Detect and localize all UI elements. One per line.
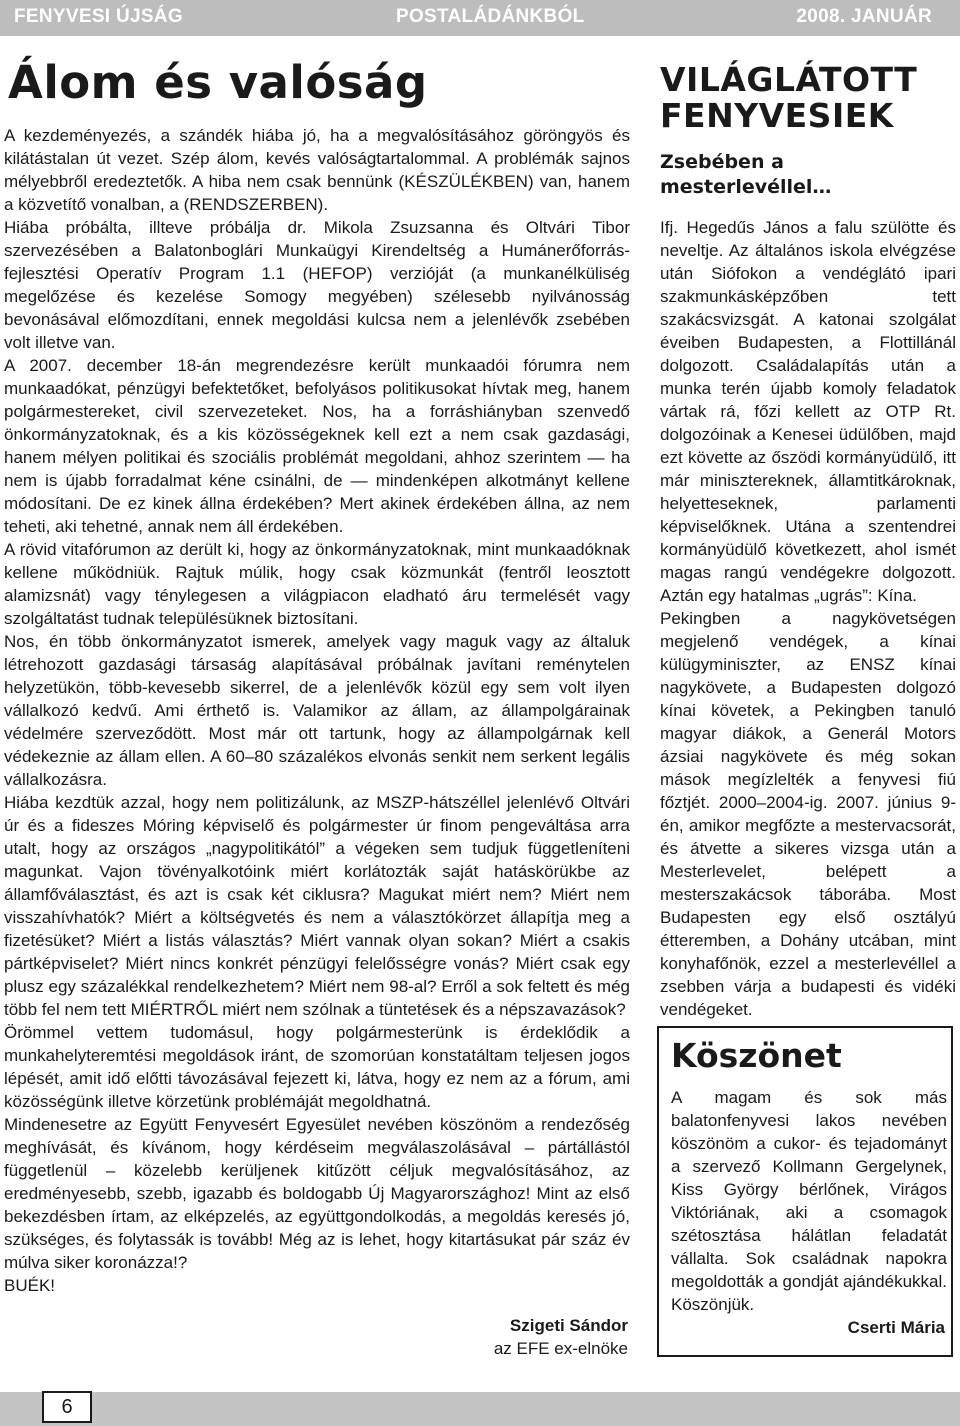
footer-bar [0,1392,960,1426]
header-bar [0,0,960,36]
thanks-box [657,1026,953,1357]
article-paragraph: Örömmel vettem tudomásul, hogy polgármesterünk is érdeklődik a munkahelyteremtési megoldások iránt, de szomorúan konstatáltam teljesen jogos lépését, amit idő előtti távozásával fejezett ki, látva, hogy ez nem az a fórum, ami közösségünk illetve körzetünk problémáját megoldhatná. [4,1023,630,1111]
sidebar-paragraph: Ifj. Hegedűs János a falu szülötte és neveltje. Az általános iskola elvégzése után Siófokon a vendéglátó ipari szakmunkásképzőben tett szakácsvizsgát. A katonai szolgálat éveiben Budapesten, a Flottillánál dolgozott. Családalapítás után a munka terén újabb komoly feladatok vártak rá, főzi kellett az OTP Rt. dolgozóinak a Kenesei üdülőben, majd ezt követte az őszödi kormányüdülő, itt már minisztereknek, államtitkároknak, helyetteseknek, parlamenti képviselőknek. Utána a szentendrei kormányüdülő következett, ahol ismét magas rangú vendégekre dolgozott. Aztán egy hatalmas „ugrás”: Kína. [660,218,956,605]
thanks-body: A magam és sok más balatonfenyvesi lakos nevében köszönöm a cukor- és tejadományt a szervező Kollmann Gergelynek, Kiss György bérlőnek, Virágos Viktóriának, aki a csomagok szétosztása hálátlan feladatát vállalta. Sok családnak napokra megoldották a gondját ajándékukkal. Köszönjük. [671,1088,947,1314]
article-signature [494,1314,628,1360]
article-paragraph: Hiába kezdtük azzal, hogy nem politizálunk, az MSZP-hátszéllel jelenlévő Oltvári úr és a fideszes Móring képviselő és polgármester úr finom pengeváltása arra utalt, hogy az országos „nagypolitikától” a végeken sem tudjuk függetleníteni magunkat. Vajon tövényalkotóink miért korlátozták saját hatáskörükbe az államfőválasztást, és azt is csak két ciklusra? Magukat miért nem? Miért nem visszahívhatók? Miért a költségvetés és nem a választókörzet állapítja meg a fizetésüket? Miért a listás választás? Miért vannak olyan sokan? Miért a csakis pártképviselet? Miért nincs konkrét pénzügyi felelősségre vonás? Miért csak egy plusz egy százalékkal rendelkezhetem? Miért nem 98-al? Erről a sok feltett és még több fel nem tett MIÉRTRŐL miért nem szólnak a tüntetések és a népszavazások? [4,793,630,1019]
sidebar-body [660,216,956,1021]
author-role: az EFE ex-elnöke [493,1339,628,1358]
article-paragraph: BUÉK! [4,1276,56,1295]
article-paragraph: A 2007. december 18-án megrendezésre került munkaadói fórumra nem munkaadókat, pénzügyi befektetőket, befolyásos politikusokat hívtak meg, hanem polgármestereket, civil szervezeteket. Nos, ha a forráshiányban szenvedő önkormányzatoknak, és a kis közösségeknek kell ezt a nem csak gazdasági, hanem mélyen politikai és szociális problémát megoldani, ahhoz szerintem — ha nem is újabb forradalmat kéne csinálni, de — mindenképen alkotmányt kellene módosítani. De ez kinek állna érdekében? Mert akinek érdekében állna, az nem teheti, aki tehetné, annak nem áll érdekében. [4,356,630,536]
page-number: 6 [42,1391,92,1423]
sidebar-subtitle: Zsebében a mesterlevéllel… [660,151,832,198]
thanks-title: Köszönet [671,1036,842,1075]
issue-date: 2008. JANUÁR [796,6,932,27]
thanks-signature: Cserti Mária [847,1318,945,1337]
author-name: Szigeti Sándor [509,1316,628,1335]
sidebar-paragraph: Pekingben a nagykövetségen megjelenő vendégek, a kínai külügyminiszter, az ENSZ kínai nagykövete, a Budapesten dolgozó kínai követek, a Pekingben tanuló magyar diákok, a Generál Motors ázsiai nagykövete és még sokan mások megízlelték a fenyvesi fiú főztjét. 2000–2004-ig. 2007. június 9-én, amikor megfőzte a mestervacsorát, és átvette a sikeres vizsga után a Mesterlevelet, belépett a mesterszakácsok táborába. Most Budapesten egy első osztályú étteremben, a Dohány utcában, mint konyhafőnök, ezzel a mesterlevéllel a zsebben várja a budapesti és vidéki vendégeket. [660,609,956,1019]
article-body [4,124,630,1297]
section-name: POSTALÁDÁNKBÓL [396,6,585,27]
sidebar-title: VILÁGLÁTOTT FENYVESIEK [660,60,918,135]
article-paragraph: A kezdeményezés, a szándék hiába jó, ha a megvalósításához göröngyös és kilátástalan út vezet. Szép álom, kevés valóságtartalommal. A problémák sajnos mélyebbről eredeztetők. A hiba nem csak bennünk (KÉSZÜLÉKBEN) van, hanem a közvetítő vonalban, a (RENDSZERBEN). [4,126,630,214]
newspaper-name: FENYVESI ÚJSÁG [14,6,183,27]
article-paragraph: Mindenesetre az Együtt Fenyvesért Egyesület nevében köszönöm a rendezőség meghívását, és kívánom, hogy kérdéseim megválaszolásával – pártállástól függetlenül – közelebb kerüljenek kitűzött céljuk megvalósításához, az eredményesebb, szebb, igazabb és boldogabb Új Magyarországhoz! Mint az első bekezdésben írtam, az elképzelés, az együttgondolkodás, a megoldás keresés jó, szükséges, és folytassák is tovább! Még az is lehet, hogy kitartásukat pár száz év múlva siker koronázza!? [4,1115,630,1272]
article-paragraph: A rövid vitafórumon az derült ki, hogy az önkormányzatoknak, mint munkaadóknak kellene működniük. Rajtuk múlik, hogy csak közmunkát (fentről leosztott alamizsnát) vagy ténylegesen a világpiacon eladható áru termelését vagy szolgáltatást tudnak településüknek biztosítani. [4,540,630,628]
article-title: Álom és valóság [8,56,428,109]
article-paragraph: Hiába próbálta, illteve próbálja dr. Mikola Zsuzsanna és Oltvári Tibor szervezésében a Balatonboglári Munkaügyi Kirendeltség a Humánerőforrás-fejlesztési Operatív Program 1.1 (HEFOP) verzióját (a munkanélküliség megelőzése és kezelése Somogy megyében) szélesebb nyilvánosság bevonásával előmozdítani, ennek megoldási kulcsa nem a jelenlévők zsebében volt illetve van. [4,218,630,352]
article-paragraph: Nos, én több önkormányzatot ismerek, amelyek vagy maguk vagy az általuk létrehozott gazdasági társaság alapításával próbálnak javítani reménytelen helyzetükön, több-kevesebb sikerrel, de a jelenlévők közül egy sem volt ilyen vállalkozó kedvű. Ami érthető is. Valamikor az állam, az állampolgárainak védelmére szerveződött. Most már ott tartunk, hogy az állampolgárnak kell védekeznie az állam ellen. A 60–80 százalékos elvonás senkit nem serkent legális vállalkozásra. [4,632,630,789]
